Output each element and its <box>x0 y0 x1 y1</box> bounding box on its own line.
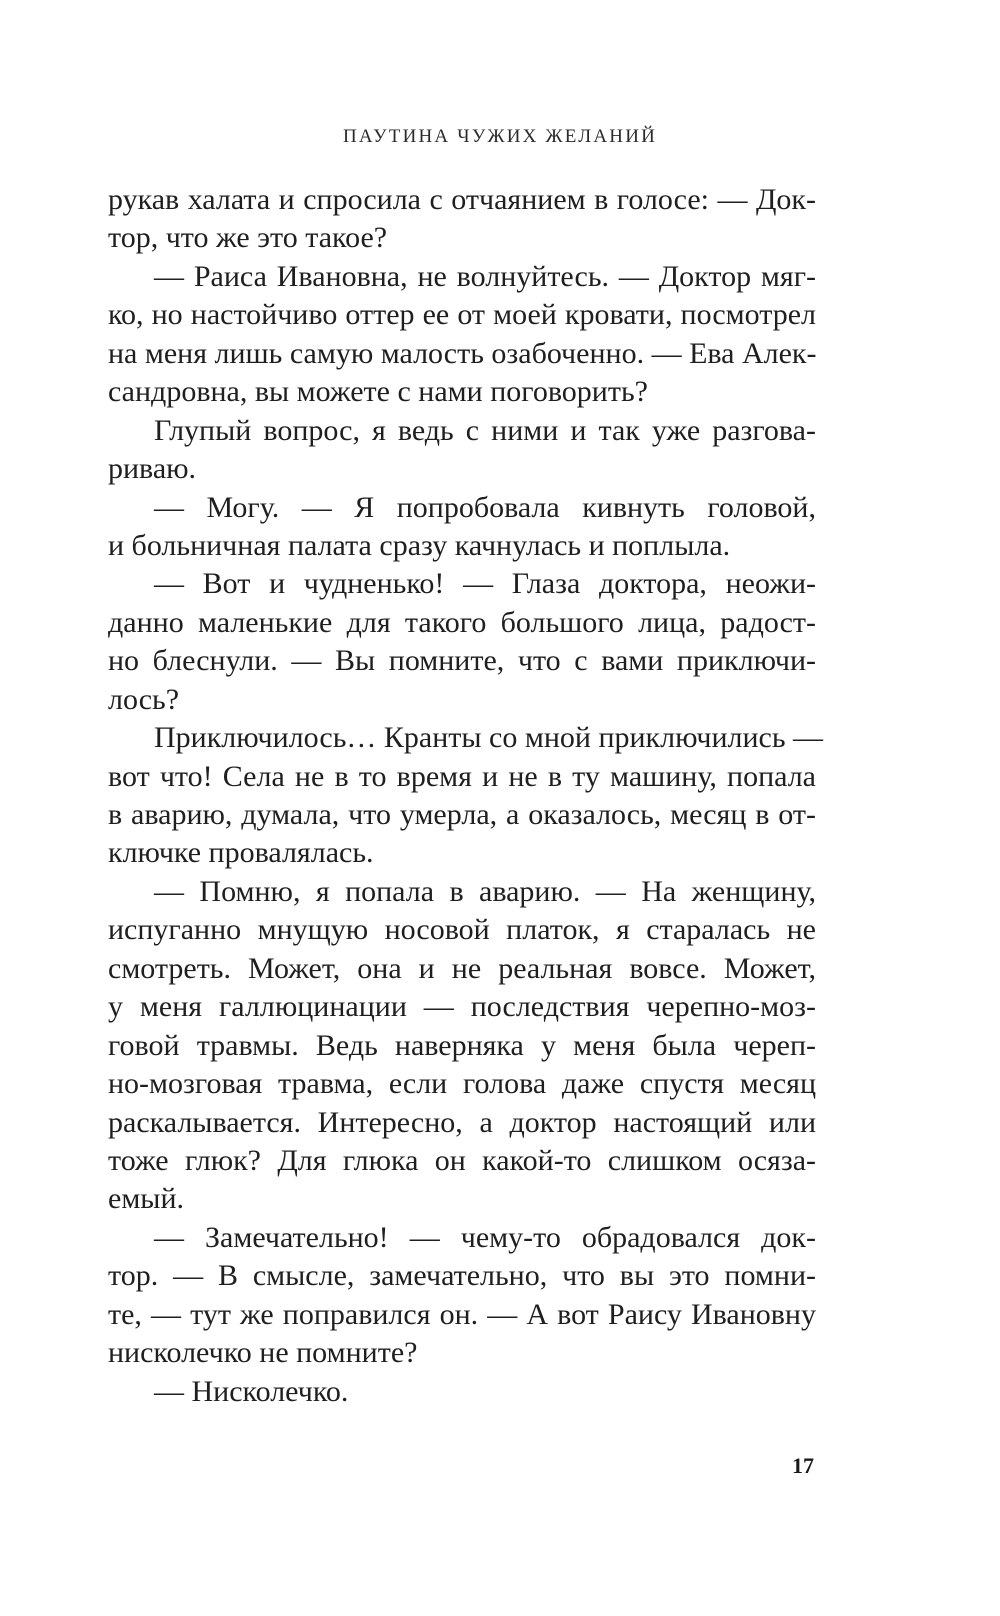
text-line: у меня галлюцинации — последствия черепно-моз- <box>108 990 816 1024</box>
text-line: данно маленькие для такого большого лица, радост- <box>108 605 816 639</box>
text-line: но-мозговая травма, если голова даже спустя месяц <box>108 1067 816 1101</box>
text-line: Глупый вопрос, я ведь с ними и так уже разгова- <box>154 413 816 447</box>
page-number: 17 <box>792 1453 814 1478</box>
text-line: тор, что же это такое? <box>108 221 388 255</box>
text-line: ко, но настойчиво оттер ее от моей кровати, посмотрел <box>108 298 816 332</box>
text-line: в аварию, думала, что умерла, а оказалось, месяц в от- <box>108 798 816 831</box>
body-text <box>108 181 824 1411</box>
text-line: те, — тут же поправился он. — А вот Раису Ивановну <box>108 1297 816 1331</box>
text-line: тор. — В смысле, замечательно, что вы это помни- <box>108 1259 816 1293</box>
text-line: Приключилось… Кранты со мной приключились — <box>154 721 824 755</box>
text-line: испуганно мнущую носовой платок, я старалась не <box>108 913 816 947</box>
text-line: раскалывается. Интересно, а доктор настоящий или <box>108 1105 816 1139</box>
text-line: — Могу. — Я попробовала кивнуть головой, <box>154 490 816 524</box>
text-line: на меня лишь самую малость озабоченно. — Ева Алек- <box>108 336 817 370</box>
text-line: емый. <box>108 1182 185 1216</box>
text-line: вот что! Села не в то время и не в ту машину, попала <box>108 759 816 793</box>
text-line: рукав халата и спросила с отчаянием в голосе: — Док- <box>108 183 816 216</box>
text-line: — Вот и чудненько! — Глаза доктора, неожи- <box>154 567 816 601</box>
text-line: нисколечко не помните? <box>108 1336 418 1370</box>
text-line: — Замечательно! — чему-то обрадовался док- <box>154 1220 816 1254</box>
text-line: тоже глюк? Для глюка он какой-то слишком осяза- <box>108 1143 816 1177</box>
text-line: — Раиса Ивановна, не волнуйтесь. — Доктор мяг- <box>154 259 816 293</box>
text-line: и больничная палата сразу качнулась и поплыла. <box>108 528 731 562</box>
text-line: — Помню, я попала в аварию. — На женщину, <box>154 874 816 908</box>
text-line: риваю. <box>108 452 197 486</box>
text-line: — Нисколечко. <box>154 1374 349 1408</box>
text-line: говой травмы. Ведь наверняка у меня была череп- <box>108 1028 816 1062</box>
running-head: ПАУТИНА ЧУЖИХ ЖЕЛАНИЙ <box>342 126 658 147</box>
text-line: лось? <box>108 682 180 716</box>
text-line: но блеснули. — Вы помните, что с вами приключи- <box>108 644 816 678</box>
text-line: сандровна, вы можете с нами поговорить? <box>108 375 648 409</box>
text-line: смотреть. Может, она и не реальная вовсе. Может, <box>108 951 816 985</box>
text-line: ключке провалялась. <box>108 836 374 870</box>
